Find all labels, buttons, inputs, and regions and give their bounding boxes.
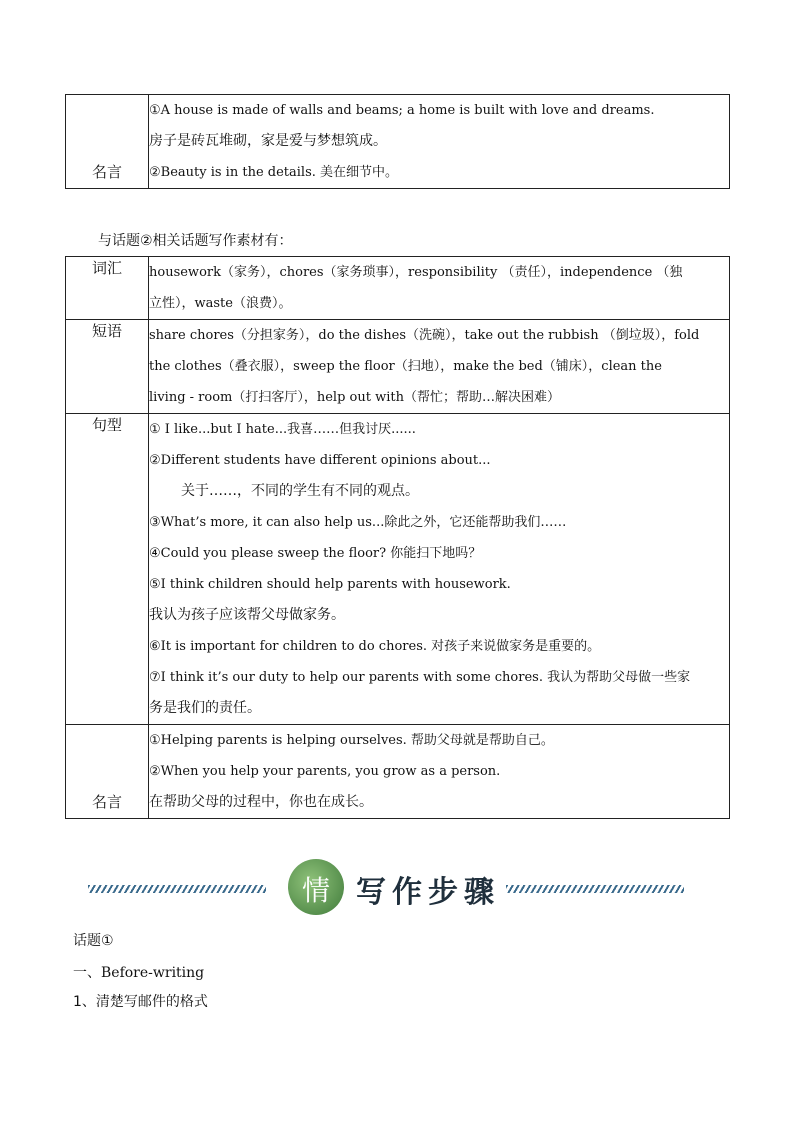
- content-line: ③What’s more, it can also help us...除此之外，它还能帮助我们……: [149, 515, 567, 530]
- table-row: [66, 95, 730, 189]
- writing-steps-banner: [88, 855, 684, 925]
- table-row: [66, 725, 730, 819]
- logo-icon: [288, 859, 344, 915]
- content-line: ⑤I think children should help parents with housework.: [149, 577, 511, 592]
- logo-char: 情: [302, 874, 331, 907]
- item-label: 1、清楚写邮件的格式: [73, 994, 208, 1010]
- content-cell: [149, 414, 730, 725]
- content-line: ④Could you please sweep the floor? 你能扫下地吗？: [149, 546, 482, 561]
- content-line: 关于……，不同的学生有不同的观点。: [181, 483, 419, 499]
- materials-table: [65, 256, 730, 819]
- banner-title: 写作步骤: [356, 875, 500, 910]
- category-cell: 句型: [66, 414, 149, 725]
- content-line: housework（家务），chores（家务琐事），responsibility （责任），independence （独: [149, 265, 683, 280]
- content-cell: [149, 257, 730, 320]
- section-heading: 与话题②相关话题写作素材有：: [98, 233, 293, 249]
- content-line: ⑥It is important for children to do chores. 对孩子来说做家务是重要的。: [149, 639, 601, 654]
- content-line: 房子是砖瓦堆砌，家是爱与梦想筑成。: [149, 133, 387, 149]
- content-cell: [149, 95, 730, 189]
- decorative-stripe: [506, 885, 684, 893]
- content-line: the clothes（叠衣服），sweep the floor（扫地），make the bed（铺床），clean the: [149, 359, 662, 374]
- table-row: [66, 414, 730, 725]
- section-label: 一、Before-writing: [73, 965, 205, 981]
- content-line: ②Different students have different opinions about...: [149, 453, 491, 468]
- content-line: 我认为孩子应该帮父母做家务。: [149, 607, 345, 623]
- content-line: living - room（打扫客厅），help out with（帮忙；帮助…解决困难）: [149, 390, 560, 405]
- content-line: ②Beauty is in the details. 美在细节中。: [149, 165, 399, 180]
- content-line: 在帮助父母的过程中，你也在成长。: [149, 794, 373, 810]
- content-line: 务是我们的责任。: [149, 700, 261, 716]
- content-line: ⑦I think it’s our duty to help our parents with some chores. 我认为帮助父母做一些家: [149, 670, 691, 685]
- content-cell: [149, 725, 730, 819]
- decorative-stripe: [88, 885, 266, 893]
- content-line: ① I like...but I hate...我喜……但我讨厌......: [149, 422, 416, 437]
- table-row: [66, 257, 730, 320]
- content-line: ②When you help your parents, you grow as a person.: [149, 764, 501, 779]
- table-row: [66, 320, 730, 414]
- content-line: ①Helping parents is helping ourselves. 帮助父母就是帮助自己。: [149, 733, 554, 748]
- topic-label: 话题①: [73, 933, 114, 949]
- content-line: share chores（分担家务），do the dishes（洗碗），take out the rubbish （倒垃圾），fold: [149, 328, 700, 343]
- category-cell: 短语: [66, 320, 149, 414]
- content-line: ①A house is made of walls and beams; a home is built with love and dreams.: [149, 103, 655, 118]
- category-cell: 词汇: [66, 257, 149, 320]
- category-cell: 名言: [66, 725, 149, 819]
- content-cell: [149, 320, 730, 414]
- content-line: 立性），waste（浪费）。: [149, 296, 292, 311]
- category-cell: 名言: [66, 95, 149, 189]
- quotes-table-1: [65, 94, 730, 189]
